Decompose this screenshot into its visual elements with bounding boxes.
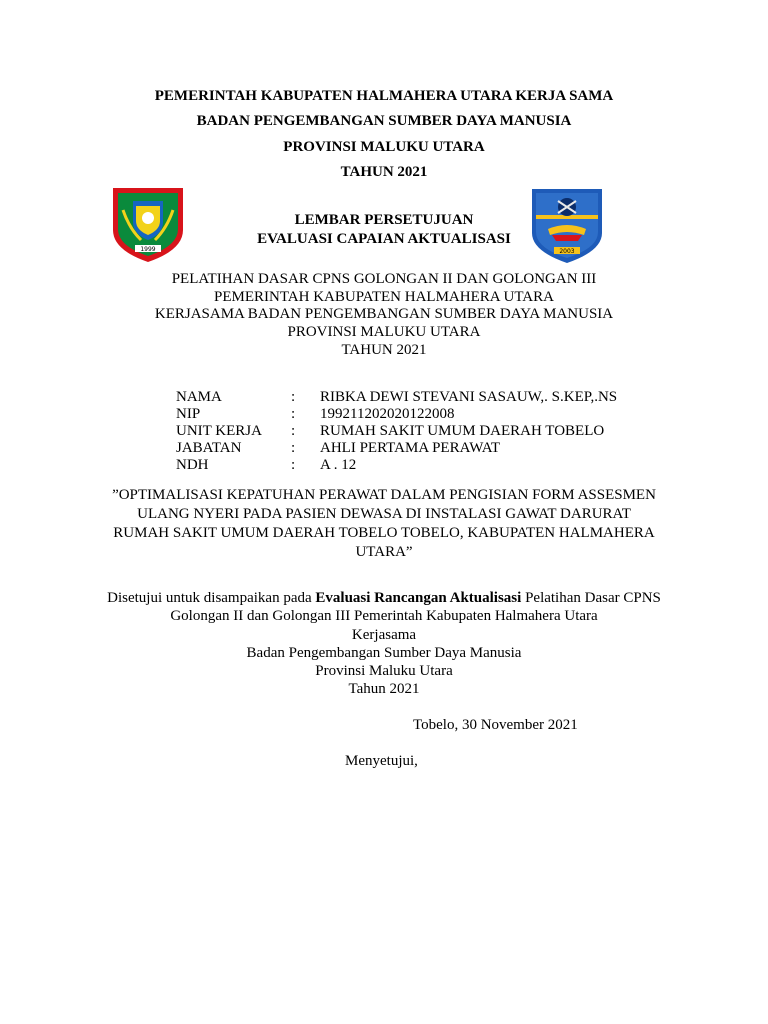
project-title-line-1: ”OPTIMALISASI KEPATUHAN PERAWAT DALAM PENGISIAN FORM ASSESMEN: [112, 487, 656, 503]
field-value-nip: 199211202020122008: [320, 406, 455, 422]
project-title-line-3: RUMAH SAKIT UMUM DAERAH TOBELO TOBELO, KABUPATEN HALMAHERA: [113, 525, 655, 541]
project-title-line-4: UTARA”: [355, 544, 413, 560]
approved-label: Menyetujui,: [345, 753, 418, 769]
field-value-jabatan: AHLI PERTAMA PERAWAT: [320, 440, 501, 456]
field-value-ndh: A . 12: [320, 457, 357, 473]
field-colon: :: [291, 423, 296, 439]
approval-pre: Disetujui untuk disampaikan pada: [107, 590, 316, 606]
approval-line-5: Provinsi Maluku Utara: [315, 663, 453, 679]
field-colon: :: [291, 406, 296, 422]
field-label-nama: NAMA: [176, 389, 222, 405]
approval-line-4: Badan Pengembangan Sumber Daya Manusia: [246, 645, 522, 661]
header-line-4: TAHUN 2021: [340, 164, 428, 180]
field-label-jabatan: JABATAN: [176, 440, 242, 456]
program-line-5: TAHUN 2021: [341, 342, 427, 358]
place-date: Tobelo, 30 November 2021: [413, 717, 578, 733]
approval-line-1: [0, 590, 768, 607]
program-line-3: KERJASAMA BADAN PENGEMBANGAN SUMBER DAYA MANUSIA: [154, 306, 614, 322]
approval-line-2: Golongan II dan Golongan III Pemerintah Kabupaten Halmahera Utara: [170, 608, 598, 624]
header-line-1: PEMERINTAH KABUPATEN HALMAHERA UTARA KERJA SAMA: [154, 88, 614, 104]
field-value-unit-kerja: RUMAH SAKIT UMUM DAERAH TOBELO: [320, 423, 605, 439]
header-line-2: BADAN PENGEMBANGAN SUMBER DAYA MANUSIA: [196, 113, 572, 129]
field-label-nip: NIP: [176, 406, 201, 422]
approval-bold: Evaluasi Rancangan Aktualisasi: [315, 590, 522, 606]
program-line-1: PELATIHAN DASAR CPNS GOLONGAN II DAN GOLONGAN III: [171, 271, 597, 287]
left-logo-year: 1999: [140, 246, 156, 253]
document-title-line-1: LEMBAR PERSETUJUAN: [294, 212, 474, 228]
header-line-3: PROVINSI MALUKU UTARA: [283, 139, 485, 155]
field-colon: :: [291, 440, 296, 456]
program-line-2: PEMERINTAH KABUPATEN HALMAHERA UTARA: [214, 289, 554, 305]
document-title-line-2: EVALUASI CAPAIAN AKTUALISASI: [257, 231, 511, 247]
approval-line-6: Tahun 2021: [348, 681, 420, 697]
program-line-4: PROVINSI MALUKU UTARA: [287, 324, 481, 340]
field-value-nama: RIBKA DEWI STEVANI SASAUW,. S.KEP,.NS: [320, 389, 618, 405]
approval-post: Pelatihan Dasar CPNS: [521, 590, 661, 606]
right-logo-year: 2003: [559, 248, 575, 255]
field-label-ndh: NDH: [176, 457, 209, 473]
project-title-line-2: ULANG NYERI PADA PASIEN DEWASA DI INSTALASI GAWAT DARURAT: [137, 506, 631, 522]
field-colon: :: [291, 457, 296, 473]
approval-line-3: Kerjasama: [351, 627, 417, 643]
field-colon: :: [291, 389, 296, 405]
field-label-unit-kerja: UNIT KERJA: [176, 423, 262, 439]
